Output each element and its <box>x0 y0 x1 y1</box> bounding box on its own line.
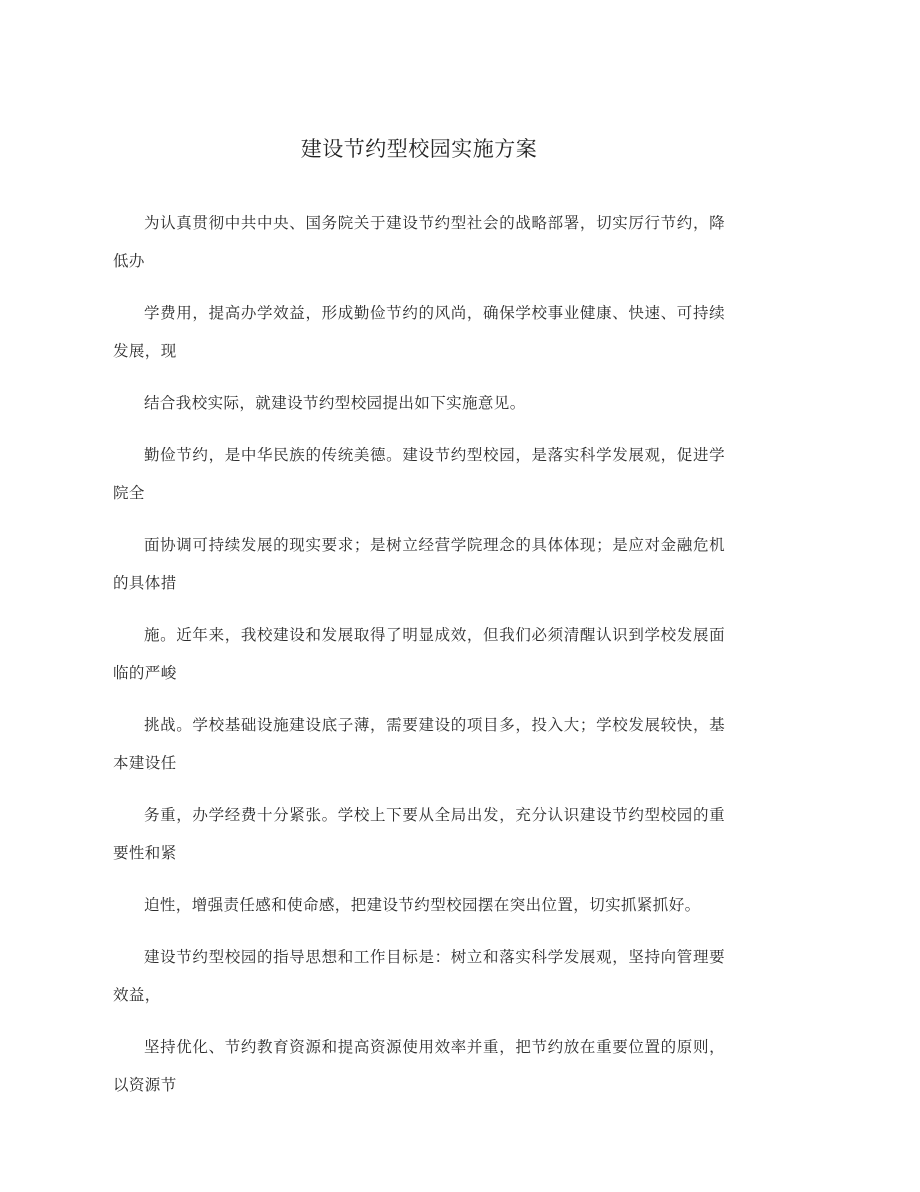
paragraph: 务重，办学经费十分紧张。学校上下要从全局出发，充分认识建设节约型校园的重要性和紧 <box>113 807 725 862</box>
paragraph: 学费用，提高办学效益，形成勤俭节约的风尚，确保学校事业健康、快速、可持续发展，现 <box>113 305 725 360</box>
paragraph: 坚持优化、节约教育资源和提高资源使用效率并重，把节约放在重要位置的原则，以资源节 <box>113 1039 725 1094</box>
paragraph: 勤俭节约，是中华民族的传统美德。建设节约型校园，是落实科学发展观，促进学院全 <box>113 447 725 502</box>
document-paragraphs <box>113 205 725 1105</box>
paragraph: 面协调可持续发展的现实要求；是树立经营学院理念的具体体现；是应对金融危机的具体措 <box>113 537 725 592</box>
page-title: 建设节约型校园实施方案 <box>300 137 538 161</box>
paragraph: 结合我校实际，就建设节约型校园提出如下实施意见。 <box>144 395 526 412</box>
paragraph: 迫性，增强责任感和使命感，把建设节约型校园摆在突出位置，切实抓紧抓好。 <box>144 897 701 914</box>
paragraph: 为认真贯彻中共中央、国务院关于建设节约型社会的战略部署，切实厉行节约，降低办 <box>113 215 725 270</box>
paragraph: 施。近年来，我校建设和发展取得了明显成效，但我们必须清醒认识到学校发展面临的严峻 <box>113 627 725 682</box>
paragraph: 挑战。学校基础设施建设底子薄，需要建设的项目多，投入大；学校发展较快，基本建设任 <box>113 717 725 772</box>
paragraph: 建设节约型校园的指导思想和工作目标是：树立和落实科学发展观，坚持向管理要效益， <box>113 949 725 1004</box>
